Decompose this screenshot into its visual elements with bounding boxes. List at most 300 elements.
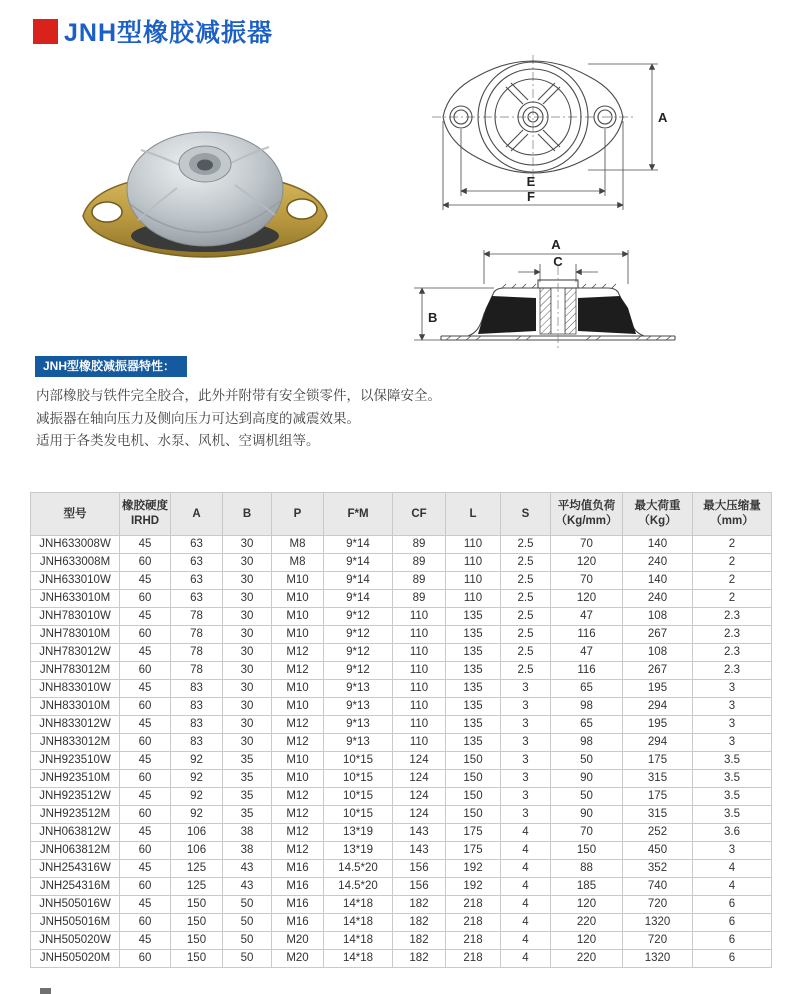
- feature-line: 适用于各类发电机、水泵、风机、空调机组等。: [36, 433, 320, 448]
- table-cell: 4: [501, 914, 551, 932]
- dimension-label-e: E: [526, 174, 536, 189]
- table-cell: 3: [501, 698, 551, 716]
- table-cell: 125: [171, 878, 223, 896]
- table-row: [31, 572, 772, 590]
- table-cell: 450: [623, 842, 693, 860]
- table-cell: 4: [501, 896, 551, 914]
- table-cell: 63: [171, 554, 223, 572]
- table-cell: 218: [446, 914, 501, 932]
- dimension-label-a: A: [658, 110, 668, 125]
- table-cell: 30: [223, 716, 272, 734]
- table-row: [31, 734, 772, 752]
- table-cell: 89: [393, 590, 446, 608]
- table-cell: 60: [120, 698, 171, 716]
- table-cell: 2: [693, 590, 772, 608]
- table-cell: 63: [171, 590, 223, 608]
- table-cell: JNH923512W: [31, 788, 120, 806]
- table-cell: JNH505016W: [31, 896, 120, 914]
- table-cell: 182: [393, 896, 446, 914]
- table-cell: 45: [120, 680, 171, 698]
- table-cell: 70: [551, 572, 623, 590]
- table-cell: 135: [446, 608, 501, 626]
- table-cell: 45: [120, 788, 171, 806]
- table-row: [31, 626, 772, 644]
- table-cell: 4: [693, 860, 772, 878]
- table-cell: JNH633008W: [31, 536, 120, 554]
- table-cell: 2.5: [501, 626, 551, 644]
- table-row: [31, 878, 772, 896]
- table-cell: 315: [623, 806, 693, 824]
- table-cell: 6: [693, 896, 772, 914]
- table-cell: 220: [551, 914, 623, 932]
- table-cell: 60: [120, 914, 171, 932]
- table-cell: 9*12: [324, 644, 393, 662]
- table-cell: 14*18: [324, 914, 393, 932]
- table-cell: M20: [272, 950, 324, 968]
- table-cell: 156: [393, 878, 446, 896]
- table-cell: 65: [551, 716, 623, 734]
- column-header: F*M: [324, 493, 393, 536]
- table-cell: 218: [446, 950, 501, 968]
- table-cell: 150: [446, 752, 501, 770]
- table-cell: 47: [551, 608, 623, 626]
- table-cell: 14*18: [324, 896, 393, 914]
- top-view-drawing: [430, 55, 680, 215]
- table-cell: 182: [393, 914, 446, 932]
- table-cell: 60: [120, 554, 171, 572]
- table-cell: M12: [272, 842, 324, 860]
- table-cell: 50: [223, 914, 272, 932]
- table-cell: M16: [272, 878, 324, 896]
- table-cell: 218: [446, 896, 501, 914]
- table-cell: 110: [393, 716, 446, 734]
- table-cell: M12: [272, 788, 324, 806]
- table-cell: 13*19: [324, 824, 393, 842]
- table-cell: 2.5: [501, 644, 551, 662]
- table-cell: 10*15: [324, 752, 393, 770]
- table-cell: 60: [120, 806, 171, 824]
- table-cell: 14*18: [324, 932, 393, 950]
- table-cell: 3: [693, 734, 772, 752]
- table-cell: 3.5: [693, 770, 772, 788]
- table-row: [31, 824, 772, 842]
- table-cell: 125: [171, 860, 223, 878]
- table-cell: 150: [446, 806, 501, 824]
- table-cell: 4: [501, 860, 551, 878]
- table-cell: 185: [551, 878, 623, 896]
- table-cell: 294: [623, 698, 693, 716]
- table-cell: M10: [272, 680, 324, 698]
- table-cell: JNH063812M: [31, 842, 120, 860]
- table-cell: 1320: [623, 914, 693, 932]
- table-cell: 2.3: [693, 626, 772, 644]
- dimension-c: [518, 254, 598, 282]
- dimension-label-f: F: [527, 189, 535, 204]
- table-cell: 78: [171, 662, 223, 680]
- table-row: [31, 644, 772, 662]
- table-cell: 120: [551, 554, 623, 572]
- table-cell: 3: [501, 734, 551, 752]
- column-header: 最大压缩量 （mm）: [693, 493, 772, 536]
- table-cell: 89: [393, 554, 446, 572]
- table-cell: 14.5*20: [324, 860, 393, 878]
- table-cell: JNH783010M: [31, 626, 120, 644]
- table-cell: 2: [693, 536, 772, 554]
- table-cell: M10: [272, 572, 324, 590]
- table-cell: 195: [623, 680, 693, 698]
- table-cell: 30: [223, 734, 272, 752]
- table-cell: 2.3: [693, 662, 772, 680]
- table-cell: 175: [446, 824, 501, 842]
- table-cell: 98: [551, 734, 623, 752]
- column-header: 型号: [31, 493, 120, 536]
- table-row: [31, 716, 772, 734]
- bolt-hole-left: [92, 202, 122, 222]
- table-cell: 116: [551, 662, 623, 680]
- table-row: [31, 554, 772, 572]
- table-cell: JNH833012M: [31, 734, 120, 752]
- table-row: [31, 932, 772, 950]
- table-cell: 38: [223, 824, 272, 842]
- table-cell: 156: [393, 860, 446, 878]
- table-cell: 182: [393, 932, 446, 950]
- table-cell: 4: [501, 950, 551, 968]
- table-cell: JNH833010W: [31, 680, 120, 698]
- table-cell: 124: [393, 788, 446, 806]
- table-cell: 3: [693, 698, 772, 716]
- table-cell: 1320: [623, 950, 693, 968]
- table-cell: 3: [501, 752, 551, 770]
- table-cell: 3.5: [693, 752, 772, 770]
- table-cell: 70: [551, 824, 623, 842]
- table-cell: 35: [223, 806, 272, 824]
- table-cell: 3.5: [693, 788, 772, 806]
- column-header: S: [501, 493, 551, 536]
- table-cell: 3: [501, 770, 551, 788]
- table-cell: 10*15: [324, 806, 393, 824]
- table-row: [31, 896, 772, 914]
- table-row: [31, 860, 772, 878]
- table-cell: 70: [551, 536, 623, 554]
- table-cell: JNH063812W: [31, 824, 120, 842]
- table-row: [31, 950, 772, 968]
- table-cell: 60: [120, 734, 171, 752]
- table-cell: 110: [393, 698, 446, 716]
- table-cell: M10: [272, 608, 324, 626]
- dimension-label-a: A: [551, 237, 561, 252]
- table-cell: 60: [120, 878, 171, 896]
- table-cell: 63: [171, 572, 223, 590]
- table-cell: 4: [501, 932, 551, 950]
- table-cell: 43: [223, 878, 272, 896]
- table-cell: 2.5: [501, 662, 551, 680]
- table-cell: JNH254316M: [31, 878, 120, 896]
- table-cell: 175: [623, 788, 693, 806]
- table-cell: 116: [551, 626, 623, 644]
- table-cell: 267: [623, 626, 693, 644]
- product-photo: [78, 124, 333, 269]
- table-cell: 38: [223, 842, 272, 860]
- table-cell: 30: [223, 572, 272, 590]
- table-cell: M12: [272, 824, 324, 842]
- table-cell: 50: [551, 788, 623, 806]
- column-header: 最大荷重 （Kg）: [623, 493, 693, 536]
- table-cell: 45: [120, 536, 171, 554]
- table-cell: 9*12: [324, 608, 393, 626]
- table-cell: 65: [551, 680, 623, 698]
- table-cell: 4: [693, 878, 772, 896]
- table-cell: JNH505020W: [31, 932, 120, 950]
- table-cell: 4: [501, 842, 551, 860]
- table-cell: 92: [171, 770, 223, 788]
- table-cell: 60: [120, 842, 171, 860]
- table-cell: M10: [272, 752, 324, 770]
- table-cell: 47: [551, 644, 623, 662]
- table-cell: 3: [501, 806, 551, 824]
- table-cell: 267: [623, 662, 693, 680]
- table-cell: 50: [223, 896, 272, 914]
- table-cell: 30: [223, 608, 272, 626]
- table-cell: 3.5: [693, 806, 772, 824]
- table-cell: 2: [693, 572, 772, 590]
- table-cell: 108: [623, 644, 693, 662]
- table-cell: JNH633008M: [31, 554, 120, 572]
- table-cell: 45: [120, 608, 171, 626]
- bolt-hole-right: [287, 199, 317, 219]
- table-cell: 6: [693, 914, 772, 932]
- table-cell: M16: [272, 896, 324, 914]
- table-cell: 2.3: [693, 644, 772, 662]
- table-cell: 83: [171, 680, 223, 698]
- table-cell: 150: [171, 932, 223, 950]
- table-cell: M12: [272, 806, 324, 824]
- table-cell: 110: [446, 554, 501, 572]
- table-cell: 2.5: [501, 572, 551, 590]
- table-cell: JNH833012W: [31, 716, 120, 734]
- table-cell: 9*14: [324, 572, 393, 590]
- table-cell: M12: [272, 662, 324, 680]
- table-cell: 88: [551, 860, 623, 878]
- table-row: [31, 662, 772, 680]
- table-cell: 150: [171, 914, 223, 932]
- table-row: [31, 608, 772, 626]
- table-cell: 150: [171, 950, 223, 968]
- table-cell: 150: [551, 842, 623, 860]
- table-cell: 135: [446, 626, 501, 644]
- table-cell: 3: [693, 716, 772, 734]
- column-header: L: [446, 493, 501, 536]
- table-cell: 720: [623, 932, 693, 950]
- table-cell: 4: [501, 824, 551, 842]
- table-cell: 182: [393, 950, 446, 968]
- table-cell: 6: [693, 932, 772, 950]
- table-row: [31, 914, 772, 932]
- table-cell: M12: [272, 716, 324, 734]
- table-cell: 35: [223, 752, 272, 770]
- table-cell: 120: [551, 932, 623, 950]
- table-cell: 30: [223, 626, 272, 644]
- table-cell: 45: [120, 752, 171, 770]
- table-cell: 135: [446, 644, 501, 662]
- table-cell: 2.5: [501, 536, 551, 554]
- table-cell: 240: [623, 590, 693, 608]
- table-cell: JNH505020M: [31, 950, 120, 968]
- table-cell: 45: [120, 896, 171, 914]
- table-cell: 98: [551, 698, 623, 716]
- table-cell: 78: [171, 608, 223, 626]
- table-cell: 30: [223, 698, 272, 716]
- table-cell: 120: [551, 590, 623, 608]
- table-cell: M10: [272, 626, 324, 644]
- features-text: [36, 385, 441, 453]
- table-cell: JNH783012M: [31, 662, 120, 680]
- table-cell: 78: [171, 644, 223, 662]
- table-cell: 240: [623, 554, 693, 572]
- table-cell: 14*18: [324, 950, 393, 968]
- table-cell: 2.5: [501, 590, 551, 608]
- spec-table-body: [31, 536, 772, 968]
- table-cell: 135: [446, 716, 501, 734]
- table-cell: 9*13: [324, 698, 393, 716]
- table-cell: 135: [446, 734, 501, 752]
- table-cell: 3: [693, 680, 772, 698]
- table-cell: JNH783010W: [31, 608, 120, 626]
- column-header: 橡胶硬度 IRHD: [120, 493, 171, 536]
- table-cell: 720: [623, 896, 693, 914]
- table-row: [31, 590, 772, 608]
- table-cell: JNH783012W: [31, 644, 120, 662]
- table-cell: 13*19: [324, 842, 393, 860]
- table-cell: JNH633010M: [31, 590, 120, 608]
- table-cell: 92: [171, 806, 223, 824]
- rubber-section-right: [578, 296, 636, 334]
- table-row: [31, 842, 772, 860]
- table-cell: 110: [446, 590, 501, 608]
- column-header: P: [272, 493, 324, 536]
- table-cell: 9*14: [324, 554, 393, 572]
- table-cell: 14.5*20: [324, 878, 393, 896]
- table-cell: 110: [393, 734, 446, 752]
- table-row: [31, 680, 772, 698]
- table-cell: 175: [446, 842, 501, 860]
- table-cell: 740: [623, 878, 693, 896]
- table-cell: JNH923510M: [31, 770, 120, 788]
- table-row: [31, 536, 772, 554]
- table-cell: 90: [551, 806, 623, 824]
- table-cell: 315: [623, 770, 693, 788]
- table-cell: 9*13: [324, 734, 393, 752]
- table-cell: 60: [120, 662, 171, 680]
- table-cell: 135: [446, 680, 501, 698]
- table-cell: M10: [272, 770, 324, 788]
- table-cell: 135: [446, 698, 501, 716]
- table-cell: M10: [272, 698, 324, 716]
- table-cell: 83: [171, 698, 223, 716]
- table-cell: 45: [120, 860, 171, 878]
- features-banner: JNH型橡胶减振器特性：: [35, 356, 187, 377]
- table-cell: 83: [171, 734, 223, 752]
- table-cell: M8: [272, 554, 324, 572]
- section-marker: [33, 19, 58, 44]
- table-cell: 110: [393, 626, 446, 644]
- table-cell: JNH833010M: [31, 698, 120, 716]
- table-cell: 60: [120, 950, 171, 968]
- table-cell: 124: [393, 770, 446, 788]
- table-cell: 9*12: [324, 662, 393, 680]
- table-cell: 175: [623, 752, 693, 770]
- table-cell: 10*15: [324, 788, 393, 806]
- table-cell: 110: [446, 572, 501, 590]
- table-cell: 135: [446, 662, 501, 680]
- table-cell: 195: [623, 716, 693, 734]
- table-cell: 110: [393, 680, 446, 698]
- table-cell: 3: [501, 680, 551, 698]
- table-cell: 2.5: [501, 554, 551, 572]
- table-cell: 252: [623, 824, 693, 842]
- table-cell: M10: [272, 590, 324, 608]
- table-cell: 45: [120, 572, 171, 590]
- table-cell: JNH633010W: [31, 572, 120, 590]
- hub-hole: [197, 160, 213, 171]
- table-cell: 10*15: [324, 770, 393, 788]
- table-cell: 150: [446, 770, 501, 788]
- table-cell: 9*14: [324, 590, 393, 608]
- column-header: 平均值负荷 （Kg/mm）: [551, 493, 623, 536]
- table-cell: 50: [223, 932, 272, 950]
- table-cell: M16: [272, 860, 324, 878]
- table-row: [31, 788, 772, 806]
- table-cell: 9*13: [324, 680, 393, 698]
- spec-table-head-row: [31, 493, 772, 536]
- table-cell: 92: [171, 752, 223, 770]
- table-cell: 78: [171, 626, 223, 644]
- table-cell: 45: [120, 716, 171, 734]
- table-cell: 43: [223, 860, 272, 878]
- table-cell: 2: [693, 554, 772, 572]
- column-header: A: [171, 493, 223, 536]
- table-cell: 140: [623, 572, 693, 590]
- table-cell: 106: [171, 842, 223, 860]
- table-cell: 9*13: [324, 716, 393, 734]
- table-cell: 192: [446, 878, 501, 896]
- page-title: JNH型橡胶减振器: [64, 19, 274, 47]
- table-cell: 60: [120, 590, 171, 608]
- table-cell: JNH923510W: [31, 752, 120, 770]
- table-cell: 50: [551, 752, 623, 770]
- table-cell: 30: [223, 644, 272, 662]
- table-cell: 124: [393, 806, 446, 824]
- table-cell: 110: [393, 662, 446, 680]
- table-row: [31, 752, 772, 770]
- feature-line: 内部橡胶与铁件完全胶合，此外并附带有安全锁零件，以保障安全。: [36, 388, 441, 403]
- table-cell: 60: [120, 626, 171, 644]
- table-cell: 3: [501, 788, 551, 806]
- table-cell: 45: [120, 644, 171, 662]
- table-cell: 294: [623, 734, 693, 752]
- table-cell: 60: [120, 770, 171, 788]
- rubber-section-left: [478, 296, 536, 334]
- dimension-label-c: C: [553, 254, 563, 269]
- table-cell: 4: [501, 878, 551, 896]
- table-cell: 106: [171, 824, 223, 842]
- table-cell: 45: [120, 932, 171, 950]
- table-cell: 192: [446, 860, 501, 878]
- table-cell: 30: [223, 680, 272, 698]
- table-cell: 2.3: [693, 608, 772, 626]
- table-cell: 9*14: [324, 536, 393, 554]
- column-header: CF: [393, 493, 446, 536]
- table-cell: 50: [223, 950, 272, 968]
